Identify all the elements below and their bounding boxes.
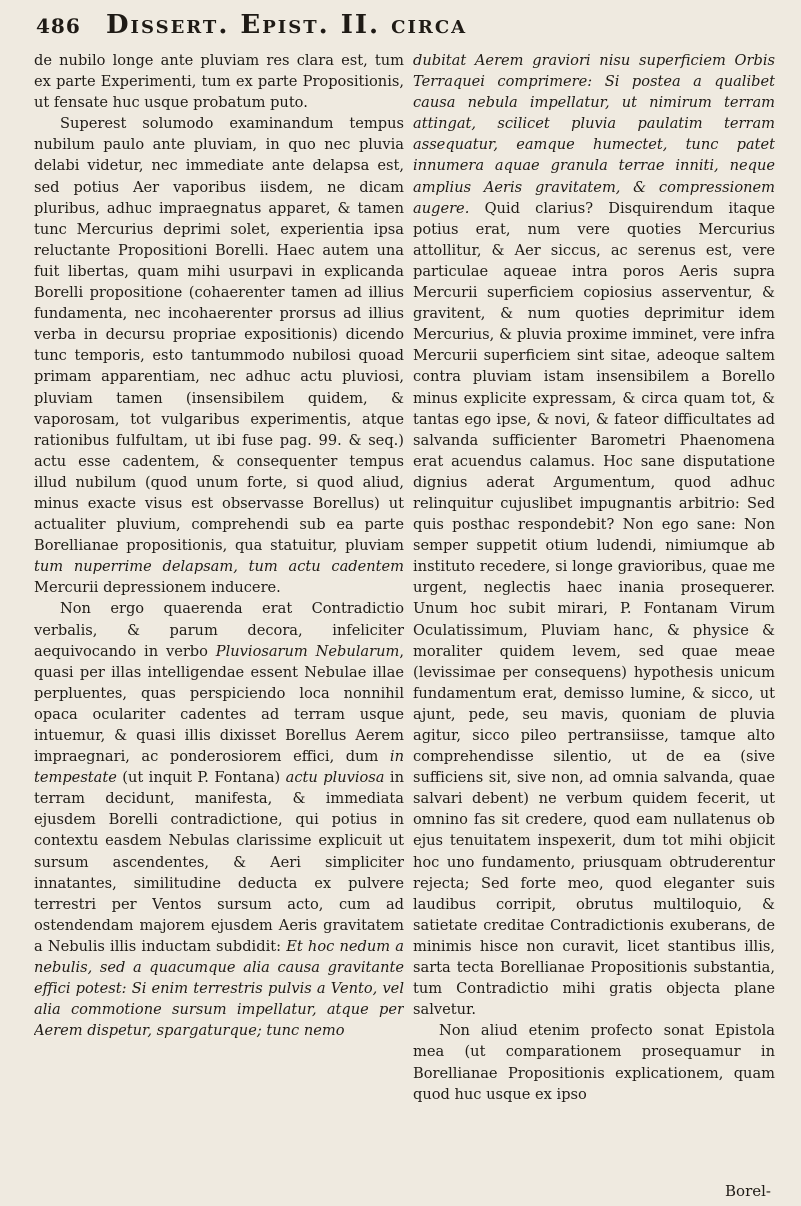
paragraph <box>34 113 404 598</box>
running-title: Dissert. Epist. II. circa <box>106 10 468 40</box>
italic-text: in tempestate <box>34 748 404 787</box>
body-text: Superest solumodo examinandum tempus nubilum paulo ante pluviam, in quo nec pluvia delabi videtur, nec immediate ante delapsa est, sed potius Aer vaporibus iisdem, ne dicam pluribus, adhuc impraegnatus apparet, & tamen tunc Mercurius deprimi solet, experientia ipsa reluctante Propositioni Borelli. Haec autem una fuit libertas, quam mihi usurpavi in explicanda Borelli propositione (cohaerenter tamen ad illius fundamenta, nec incohaerenter prorsus ad illius verba in decursu propriae expositionis) dicendo tunc temporis, esto tantummodo nubilosi quoad primam apparentiam, nec adhuc actu pluviosi, pluviam tamen (insensibilem quidem, & vaporosam, tot vulgaribus experimentis, atque rationibus fulfultam, ut ibi fuse pag. 99. & seq.) actu esse cadentem, & consequenter tempus illud nubilum (quod unum forte, si quod aliud, minus exacte visus est observasse Borellus) ut actualiter pluvium, comprehendi sub ea parte Borellianae propositionis, qua statuitur, pluviam <box>34 115 404 555</box>
body-text: Mercurii depressionem inducere. <box>34 579 281 597</box>
page-header <box>36 10 776 50</box>
body-text: , quasi per illas intelligendae essent Nebulae illae perpluentes, quas perspiciendo loca nonnihil opaca ocu​lariter cadentes ad terram usque intuemur, & quasi illis dixisset Borellus Aerem impraegnari, ac ponderosiorem effici, dum <box>34 642 404 766</box>
body-text: de nubilo longe ante pluviam res clara est, tum ex parte Experimenti, tum ex parte Propositionis, ut fensate huc usque probatum puto. <box>34 52 404 112</box>
paragraph <box>413 1020 775 1104</box>
body-text: Quid clarius? Disquirendum itaque potius erat, num vere quoties Mercurius attollitur, & Aer siccus, ac serenus est, vere particulae aqueae intra poros Aeris supra Mercurii superficiem copiosius asserventur, & gravitent, & num quoties deprimitur idem Mercurius, & pluvia proxime imminet, vere infra Mercurii superficiem sint sitae, adeoque saltem contra pluviam istam insensibilem a Borello minus explicite expressam, & circa quam tot, & tantas ego ipse, & novi, & fateor difficultates ad salvanda sufficienter Barometri Phaenomena erat acuendus calamus. Hoc sane disputatione dignius aderat Argumentum, quod adhuc relinquitur cujuslibet impugnantis arbitrio: Sed quis posthac respondebit? Non ego sane: Non semper suppetit otium ludendi, nimiumque ab instituto recedere, si longe gravioribus, quae me urgent, neglectis haec inania prosequerer. Unum hoc subit mirari, P. Fontanam Virum Oculatissimum, Pluviam hanc, & physice & moraliter quidem levem, sed quae meae (levissimae per consequens) hypothesis unicum fundamentum erat, demisso lumine, & sicco, ut ajunt, pede, seu mavis, quoniam de pluvia agitur, sicco pileo pertransiisse, tamque alto comprehendisse silentio, ut de ea (sive sufficiens sit, sive non, ad omnia salvanda, quae salvari debent) ne verbum quidem fecerit, ut omnino fas sit credere, quod eam nullatenus ob ejus tenuitatem inspexerit, dum tot mihi objicit hoc uno fundamento, priusquam obtruderentur rejecta; Sed forte meo, quod eleganter suis laudibus corripit, obrutus multiloquio, & satietate creditae Contradictionis exuberans, de minimis hisce non curavit, licet stantibus illis, sarta tecta Borellianae Propositionis substantia, tum Contradictio mihi gratis objecta plane salvetur. <box>413 199 775 1019</box>
italic-text: Pluviosarum Nebularum <box>215 642 400 660</box>
italic-text: Et hoc nedum a nebulis, sed a quacumque alia causa gravitante effici potest: Si enim terrestris pulvis a Vento, vel alia commotione sursum impellatur, atque per Aerem dispetur, spargaturque; tunc nemo <box>34 937 404 1040</box>
body-text: Non ergo quaerenda erat Contradictio verbalis, & parum decora, infeliciter aequivocando in verbo <box>34 600 404 660</box>
paragraph <box>34 598 404 1041</box>
right-text-column <box>413 50 775 1200</box>
body-text: (ut inquit P. Fontana) <box>116 769 286 787</box>
paragraph <box>34 50 404 113</box>
body-text: Non aliud etenim profecto sonat Epistola mea (ut comparationem prosequamur in Borellianae Propositionis explicationem, quam quod huc usque ex ipso <box>413 1022 775 1103</box>
catchword: Borel- <box>725 1182 771 1200</box>
italic-text: tum nuperrime delapsam, tum actu cadentem <box>34 558 404 576</box>
left-text-column <box>34 50 404 1200</box>
italic-text: dubitat Aerem graviori nisu superficiem Orbis Terraquei comprimere: Si postea a qualibet causa nebula impellatur, ut nimirum terram attingat, scilicet pluvia paulatim terram assequatur, eamque humectet, tunc patet innumera aquae granula terrae inniti, neque amplius Aeris gravitatem, & compressionem augere. <box>413 52 775 217</box>
paragraph <box>413 50 775 1020</box>
italic-text: actu pluviosa <box>285 769 385 787</box>
body-text: in terram decidunt, manifesta, & immediata ejusdem Borelli contradictione, qui potius in contextu easdem Nebulas clarissime explicuit ut sursum ascendentes, & Aeri simpliciter innatantes, similitudine deducta ex pulvere terrestri per Ventos sursum acto, cum ad ostendendam majorem ejusdem Aeris gravitatem a Nebulis illis inductam subdidit: <box>34 769 404 955</box>
page-number: 486 <box>36 14 81 38</box>
